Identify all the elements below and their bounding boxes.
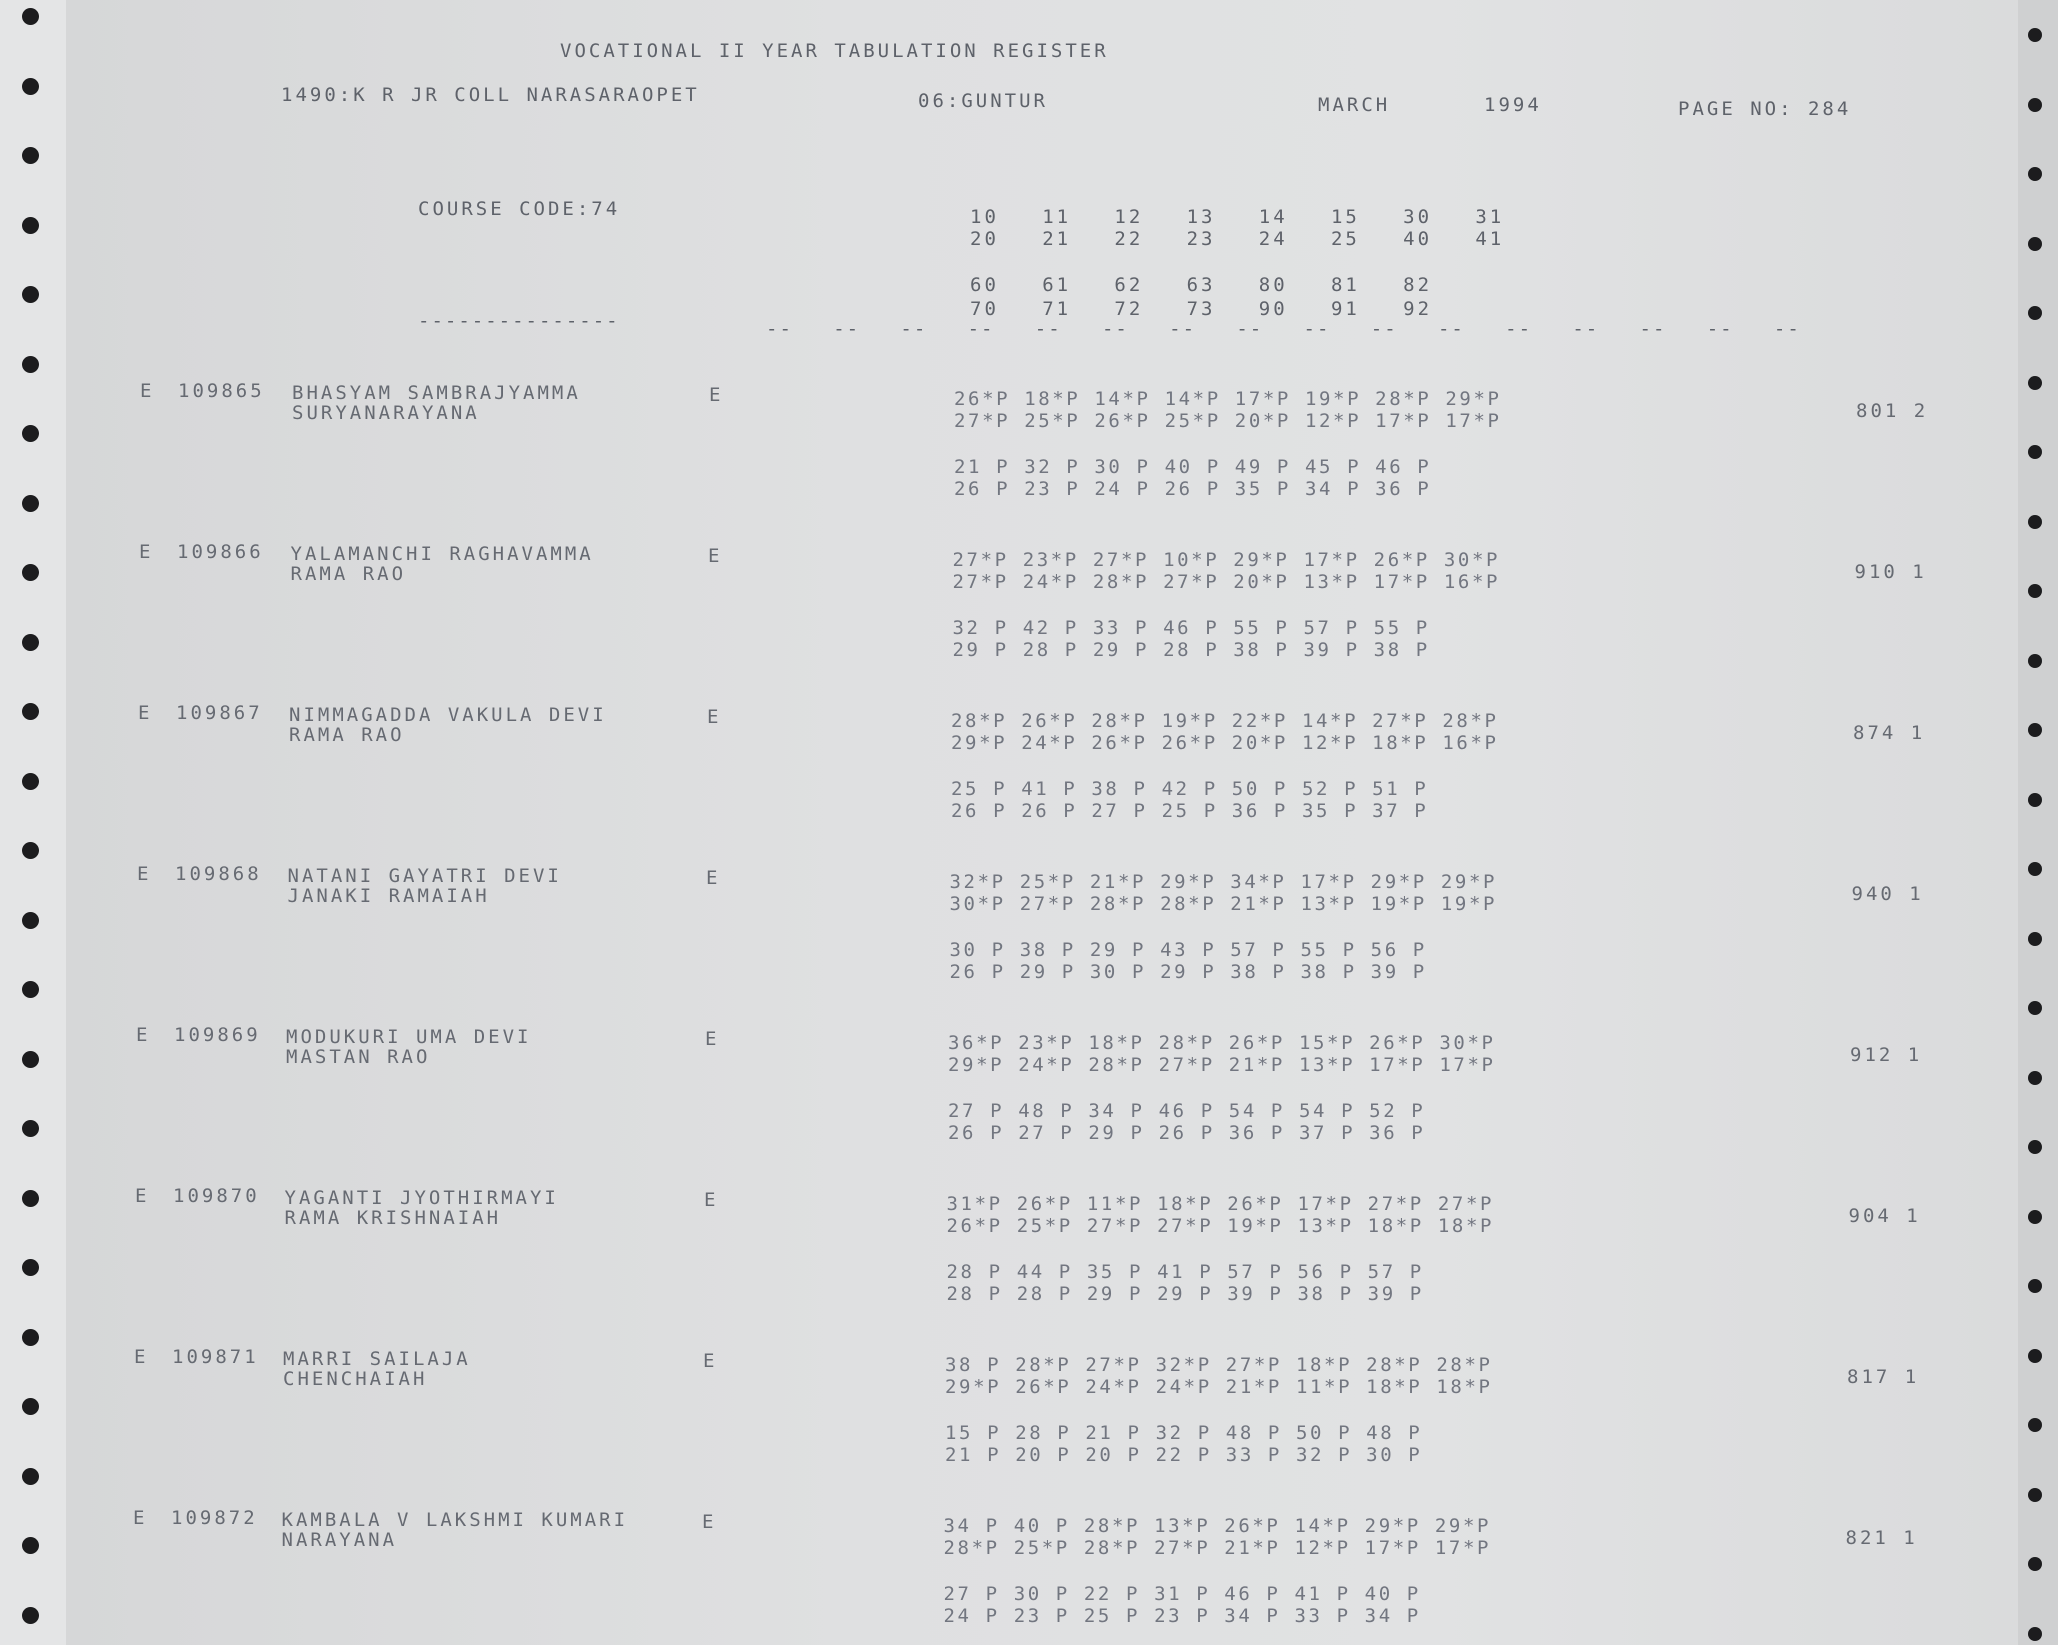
sprocket-hole-left: [22, 773, 39, 790]
marks-row-2: 27*P 25*P 26*P 25*P 20*P 12*P 17*P 17*P: [954, 410, 1502, 432]
student-name: NATANI GAYATRI DEVI: [287, 865, 562, 887]
sprocket-hole-left: [22, 703, 39, 720]
student-name: YALAMANCHI RAGHAVAMMA: [290, 543, 594, 565]
sprocket-hole-left: [22, 286, 39, 303]
record-flag: E: [140, 380, 155, 402]
subject-code-row-1: 10 11 12 13 14 15 30 31: [970, 206, 1505, 228]
parent-name: SURYANARAYANA: [292, 402, 480, 424]
sprocket-hole-right: [2028, 584, 2042, 598]
sprocket-hole-left: [22, 1329, 39, 1346]
roll-number: 109870: [173, 1185, 260, 1207]
sprocket-hole-left: [22, 356, 39, 373]
sprocket-hole-right: [2028, 28, 2042, 42]
sprocket-hole-right: [2028, 1071, 2042, 1085]
sprocket-hole-left: [22, 425, 39, 442]
roll-number: 109868: [175, 863, 262, 885]
total-marks: 912 1: [1850, 1044, 1923, 1066]
marks-row-3: 30 P 38 P 29 P 43 P 57 P 55 P 56 P: [949, 939, 1427, 961]
district-code: 06:GUNTUR: [918, 90, 1048, 112]
sprocket-hole-right: [2028, 1349, 2042, 1363]
marks-row-3: 21 P 32 P 30 P 40 P 49 P 45 P 46 P: [954, 456, 1432, 478]
total-marks: 801 2: [1856, 400, 1929, 422]
sprocket-hole-left: [22, 495, 39, 512]
sprocket-hole-right: [2028, 932, 2042, 946]
roll-number: 109871: [172, 1346, 259, 1368]
marks-row-4: 24 P 23 P 25 P 23 P 34 P 33 P 34 P: [943, 1605, 1421, 1627]
marks-row-3: 25 P 41 P 38 P 42 P 50 P 52 P 51 P: [951, 778, 1429, 800]
medium-code: E: [709, 384, 724, 406]
marks-row-4: 26 P 23 P 24 P 26 P 35 P 34 P 36 P: [954, 478, 1432, 500]
marks-row-2: 28*P 25*P 28*P 27*P 21*P 12*P 17*P 17*P: [943, 1537, 1492, 1559]
sprocket-hole-right: [2028, 1140, 2042, 1154]
right-tractor-strip: [2017, 0, 2058, 1645]
sprocket-hole-right: [2028, 862, 2042, 876]
marks-row-3: 27 P 30 P 22 P 31 P 46 P 41 P 40 P: [943, 1583, 1421, 1605]
medium-code: E: [702, 1511, 717, 1533]
sprocket-hole-left: [22, 1120, 39, 1137]
student-name: KAMBALA V LAKSHMI KUMARI: [281, 1509, 629, 1531]
exam-month: MARCH: [1318, 94, 1391, 116]
marks-row-4: 28 P 28 P 29 P 29 P 39 P 38 P 39 P: [946, 1283, 1424, 1305]
record-flag: E: [135, 1185, 150, 1207]
sprocket-hole-right: [2028, 1418, 2042, 1432]
sprocket-hole-left: [22, 842, 39, 859]
marks-row-4: 21 P 20 P 20 P 22 P 33 P 32 P 30 P: [945, 1444, 1423, 1466]
sprocket-hole-left: [22, 1190, 39, 1207]
roll-number: 109872: [171, 1507, 258, 1529]
left-tractor-strip: [0, 0, 67, 1645]
medium-code: E: [707, 706, 722, 728]
marks-row-1: 27*P 23*P 27*P 10*P 29*P 17*P 26*P 30*P: [952, 549, 1501, 571]
total-marks: 940 1: [1851, 883, 1924, 905]
marks-row-3: 27 P 48 P 34 P 46 P 54 P 54 P 52 P: [948, 1100, 1426, 1122]
marks-row-4: 26 P 27 P 29 P 26 P 36 P 37 P 36 P: [948, 1122, 1426, 1144]
record-flag: E: [133, 1507, 148, 1529]
sprocket-hole-right: [2028, 1001, 2042, 1015]
roll-number: 109865: [178, 380, 265, 402]
parent-name: RAMA RAO: [289, 724, 405, 746]
sprocket-hole-left: [22, 1468, 39, 1485]
medium-code: E: [708, 545, 723, 567]
marks-row-1: 31*P 26*P 11*P 18*P 26*P 17*P 27*P 27*P: [946, 1193, 1495, 1215]
marks-row-2: 27*P 24*P 28*P 27*P 20*P 13*P 17*P 16*P: [952, 571, 1501, 593]
page-number: PAGE NO: 284: [1678, 98, 1852, 120]
exam-year: 1994: [1484, 94, 1542, 116]
total-marks: 874 1: [1853, 722, 1926, 744]
column-separator-line: -- -- -- -- -- -- -- -- -- -- -- -- -- -- -- --: [766, 318, 1801, 340]
sprocket-hole-right: [2028, 723, 2042, 737]
record-flag: E: [138, 702, 153, 724]
marks-row-1: 28*P 26*P 28*P 19*P 22*P 14*P 27*P 28*P: [951, 710, 1499, 732]
record-flag: E: [134, 1346, 149, 1368]
sprocket-hole-left: [22, 1398, 39, 1415]
marks-row-2: 26*P 25*P 27*P 27*P 19*P 13*P 18*P 18*P: [946, 1215, 1495, 1237]
record-flag: E: [137, 863, 152, 885]
parent-name: RAMA KRISHNAIAH: [284, 1207, 502, 1229]
sprocket-hole-left: [22, 634, 39, 651]
course-underline: ---------------: [418, 310, 620, 332]
sprocket-hole-right: [2028, 793, 2042, 807]
sprocket-hole-right: [2028, 1210, 2042, 1224]
total-marks: 817 1: [1847, 1366, 1920, 1388]
parent-name: CHENCHAIAH: [283, 1368, 428, 1390]
sprocket-hole-right: [2028, 306, 2042, 320]
sprocket-hole-right: [2028, 376, 2042, 390]
marks-row-3: 28 P 44 P 35 P 41 P 57 P 56 P 57 P: [946, 1261, 1424, 1283]
sprocket-hole-left: [22, 217, 39, 234]
parent-name: JANAKI RAMAIAH: [287, 885, 490, 907]
sprocket-hole-right: [2028, 654, 2042, 668]
medium-code: E: [704, 1189, 719, 1211]
record-flag: E: [136, 1024, 151, 1046]
tabulation-sheet: [66, 0, 2018, 1645]
parent-name: RAMA RAO: [290, 563, 407, 585]
sprocket-hole-right: [2028, 1627, 2042, 1641]
subject-code-row-3: 60 61 62 63 80 81 82: [970, 274, 1433, 296]
marks-row-3: 15 P 28 P 21 P 32 P 48 P 50 P 48 P: [945, 1422, 1423, 1444]
marks-row-2: 29*P 24*P 26*P 26*P 20*P 12*P 18*P 16*P: [951, 732, 1499, 754]
student-name: MARRI SAILAJA: [283, 1348, 471, 1370]
marks-row-3: 32 P 42 P 33 P 46 P 55 P 57 P 55 P: [952, 617, 1430, 639]
sprocket-hole-left: [22, 78, 39, 95]
college-name: 1490:K R JR COLL NARASARAOPET: [281, 84, 700, 106]
marks-row-1: 36*P 23*P 18*P 28*P 26*P 15*P 26*P 30*P: [948, 1032, 1496, 1054]
student-name: YAGANTI JYOTHIRMAYI: [284, 1187, 559, 1209]
sprocket-hole-left: [22, 981, 39, 998]
sprocket-hole-right: [2028, 445, 2042, 459]
sprocket-hole-left: [22, 147, 39, 164]
student-name: BHASYAM SAMBRAJYAMMA: [292, 382, 581, 404]
roll-number: 109866: [177, 541, 264, 563]
sprocket-hole-left: [22, 1259, 39, 1276]
sprocket-hole-right: [2028, 1557, 2042, 1571]
parent-name: MASTAN RAO: [286, 1046, 431, 1068]
marks-row-4: 26 P 26 P 27 P 25 P 36 P 35 P 37 P: [951, 800, 1429, 822]
sprocket-hole-left: [22, 1607, 39, 1624]
sprocket-hole-right: [2028, 167, 2042, 181]
sprocket-hole-right: [2028, 515, 2042, 529]
parent-name: NARAYANA: [281, 1529, 398, 1551]
course-code: COURSE CODE:74: [418, 198, 621, 220]
marks-row-1: 26*P 18*P 14*P 14*P 17*P 19*P 28*P 29*P: [954, 388, 1502, 410]
student-name: MODUKURI UMA DEVI: [286, 1026, 532, 1048]
sprocket-hole-right: [2028, 1488, 2042, 1502]
sprocket-hole-right: [2028, 98, 2042, 112]
subject-code-row-2: 20 21 22 23 24 25 40 41: [970, 228, 1505, 250]
roll-number: 109869: [174, 1024, 261, 1046]
marks-row-1: 38 P 28*P 27*P 32*P 27*P 18*P 28*P 28*P: [945, 1354, 1493, 1376]
marks-row-2: 30*P 27*P 28*P 28*P 21*P 13*P 19*P 19*P: [949, 893, 1498, 915]
sprocket-hole-left: [22, 1051, 39, 1068]
register-title: VOCATIONAL II YEAR TABULATION REGISTER: [560, 40, 1109, 62]
sprocket-hole-left: [22, 1537, 39, 1554]
marks-row-4: 26 P 29 P 30 P 29 P 38 P 38 P 39 P: [949, 961, 1427, 983]
subject-code-row-4: 70 71 72 73 90 91 92: [970, 298, 1433, 320]
roll-number: 109867: [176, 702, 263, 724]
sprocket-hole-right: [2028, 1279, 2042, 1293]
total-marks: 904 1: [1848, 1205, 1921, 1227]
marks-row-2: 29*P 26*P 24*P 24*P 21*P 11*P 18*P 18*P: [945, 1376, 1493, 1398]
medium-code: E: [706, 867, 721, 889]
sprocket-hole-right: [2028, 237, 2042, 251]
marks-row-1: 32*P 25*P 21*P 29*P 34*P 17*P 29*P 29*P: [949, 871, 1498, 893]
total-marks: 821 1: [1845, 1527, 1918, 1549]
sprocket-hole-left: [22, 912, 39, 929]
sprocket-hole-left: [22, 564, 39, 581]
student-name: NIMMAGADDA VAKULA DEVI: [289, 704, 607, 726]
total-marks: 910 1: [1854, 561, 1927, 583]
marks-row-2: 29*P 24*P 28*P 27*P 21*P 13*P 17*P 17*P: [948, 1054, 1496, 1076]
medium-code: E: [705, 1028, 720, 1050]
record-flag: E: [139, 541, 154, 563]
marks-row-4: 29 P 28 P 29 P 28 P 38 P 39 P 38 P: [952, 639, 1430, 661]
medium-code: E: [703, 1350, 718, 1372]
marks-row-1: 34 P 40 P 28*P 13*P 26*P 14*P 29*P 29*P: [943, 1515, 1492, 1537]
sprocket-hole-left: [22, 8, 39, 25]
